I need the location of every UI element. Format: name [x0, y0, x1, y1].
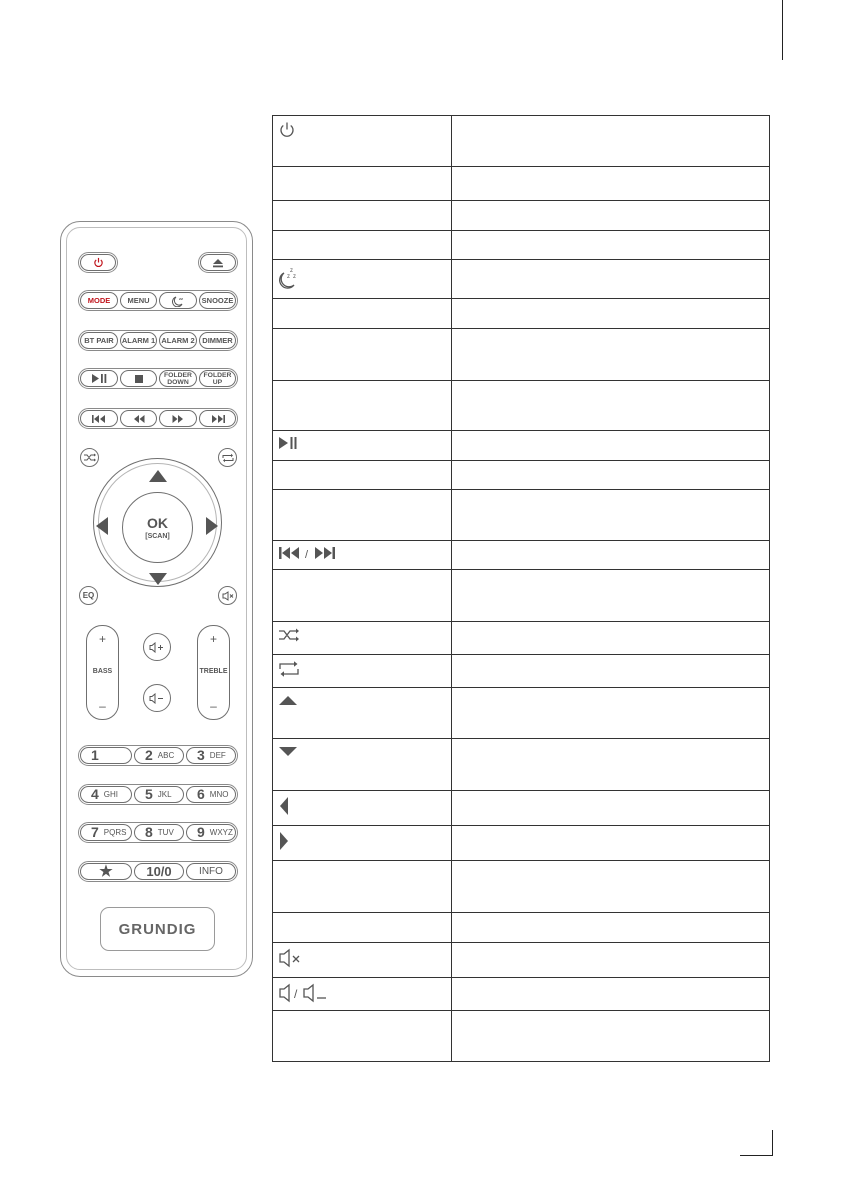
shuffle-icon [84, 453, 96, 462]
table-cell-desc [452, 167, 770, 201]
table-cell-key [273, 167, 452, 201]
table-cell-key [273, 201, 452, 231]
table-cell-desc [452, 541, 770, 570]
key-2-num: 2 [145, 746, 153, 763]
arrow-down-icon [278, 744, 298, 758]
fast-forward-icon [172, 415, 184, 423]
table-cell-key [273, 490, 452, 541]
table-row [273, 329, 770, 381]
volume-down-icon [149, 693, 165, 704]
table-cell-desc [452, 791, 770, 826]
key-5-letters: JKL [157, 789, 172, 799]
key-9-num: 9 [197, 823, 205, 840]
table-row [273, 381, 770, 431]
star-button[interactable] [80, 863, 132, 880]
repeat-icon [222, 453, 234, 463]
sleep-icon [171, 295, 185, 307]
sleep-icon [278, 265, 300, 289]
svg-text:z: z [293, 274, 296, 280]
table-cell-key [273, 431, 452, 461]
key-6-num: 6 [197, 785, 205, 802]
key-2-letters: ABC [157, 750, 175, 760]
key-1[interactable] [80, 747, 132, 764]
key-6-letters: MNO [209, 789, 229, 799]
power-icon [93, 257, 104, 268]
skip-back-forward-icons [278, 546, 356, 560]
table-cell-desc [452, 739, 770, 791]
shuffle-button[interactable] [80, 448, 99, 467]
arrow-left-icon[interactable] [96, 517, 108, 535]
arrow-down-icon[interactable] [149, 573, 167, 585]
repeat-icon [278, 660, 300, 678]
table-cell-desc [452, 570, 770, 622]
skip-back-button[interactable] [80, 410, 118, 427]
table-cell-key [273, 943, 452, 978]
arrow-up-icon [278, 693, 298, 707]
bass-plus: + [98, 632, 106, 646]
table-row [273, 739, 770, 791]
volume-up-icon [149, 642, 165, 653]
crop-mark-top [782, 0, 783, 60]
table-row [273, 622, 770, 655]
page-corner-mark-h [740, 1155, 773, 1156]
volume-up-down-icons [278, 983, 348, 1003]
table-cell-desc [452, 490, 770, 541]
table-row [273, 688, 770, 739]
table-cell-desc [452, 329, 770, 381]
skip-forward-button[interactable] [199, 410, 236, 427]
table-cell-desc [452, 1011, 770, 1062]
eject-icon [212, 258, 224, 268]
table-row [273, 943, 770, 978]
alarm2-button[interactable]: ALARM 2 [159, 332, 197, 349]
key-4-num: 4 [91, 785, 99, 802]
table-cell-key [273, 861, 452, 913]
power-icon [278, 121, 296, 139]
table-cell-desc [452, 978, 770, 1011]
power-button[interactable] [80, 254, 116, 271]
stop-icon [135, 375, 143, 383]
dimmer-button[interactable]: DIMMER [199, 332, 236, 349]
arrow-right-icon [278, 831, 290, 851]
table-row [273, 570, 770, 622]
stop-button[interactable] [120, 370, 157, 387]
shuffle-icon [278, 627, 300, 643]
table-cell-desc [452, 861, 770, 913]
table-cell-desc [452, 622, 770, 655]
arrow-right-icon[interactable] [206, 517, 218, 535]
table-row [273, 461, 770, 490]
svg-text:/: / [305, 549, 309, 560]
bass-label: BASS [92, 668, 113, 675]
page-corner-mark-v [772, 1130, 773, 1156]
key-7-letters: PQRS [103, 827, 127, 837]
treble-plus: + [209, 632, 217, 646]
bass-minus: – [99, 699, 106, 713]
play-pause-icon [278, 436, 298, 450]
table-cell-desc [452, 431, 770, 461]
key-9[interactable] [186, 824, 236, 841]
rewind-icon [133, 415, 145, 423]
key-7[interactable] [80, 824, 132, 841]
repeat-button[interactable] [218, 448, 237, 467]
mute-button[interactable] [218, 586, 237, 605]
table-row [273, 791, 770, 826]
table-row [273, 116, 770, 167]
table-cell-key [273, 570, 452, 622]
table-cell-key [273, 299, 452, 329]
volume-up-button[interactable] [143, 633, 171, 661]
folder-down-button[interactable]: FOLDER DOWN [159, 370, 197, 387]
table-cell-key [273, 688, 452, 739]
brand-logo-plate [100, 907, 215, 951]
table-cell-key [273, 655, 452, 688]
table-cell-desc [452, 688, 770, 739]
table-cell-desc [452, 461, 770, 490]
key-9-letters: WXYZ [209, 827, 233, 837]
table-cell-key [273, 116, 452, 167]
button-reference-table [272, 115, 770, 1062]
table-cell-desc [452, 826, 770, 861]
table-row [273, 299, 770, 329]
svg-text:z: z [290, 268, 293, 274]
table-cell-desc [452, 943, 770, 978]
table-row [273, 913, 770, 943]
rewind-button[interactable] [120, 410, 157, 427]
treble-label: TREBLE [199, 668, 228, 675]
key-2[interactable] [134, 747, 184, 764]
table-row [273, 431, 770, 461]
table-cell-key [273, 913, 452, 943]
table-row [273, 201, 770, 231]
table-cell-desc [452, 260, 770, 299]
table-cell-desc [452, 655, 770, 688]
scan-label: [SCAN] [145, 532, 170, 540]
table-cell-key [273, 826, 452, 861]
key-3-num: 3 [197, 746, 205, 763]
table-row [273, 978, 770, 1011]
key-8-num: 8 [145, 823, 153, 840]
snooze-button[interactable]: SNOOZE [199, 292, 236, 309]
table-cell-desc [452, 231, 770, 260]
skip-forward-icon [211, 415, 225, 423]
sleep-button[interactable] [159, 292, 197, 309]
table-row [273, 260, 770, 299]
table-cell-key [273, 461, 452, 490]
table-cell-key [273, 260, 452, 299]
star-icon: ★ [99, 862, 113, 880]
svg-text:z: z [287, 274, 290, 280]
volume-down-button[interactable] [143, 684, 171, 712]
ok-label: OK [147, 514, 168, 531]
svg-text:zz: zz [179, 295, 183, 301]
key-3[interactable] [186, 747, 236, 764]
key-5[interactable] [134, 786, 184, 803]
table-row [273, 231, 770, 260]
info-button[interactable]: INFO [186, 863, 236, 880]
mute-icon [222, 591, 234, 601]
table-cell-key [273, 622, 452, 655]
eject-button[interactable] [200, 254, 236, 271]
table-row [273, 490, 770, 541]
table-cell-key [273, 231, 452, 260]
folder-up-button[interactable]: FOLDER UP [199, 370, 236, 387]
table-cell-key [273, 791, 452, 826]
table-cell-desc [452, 299, 770, 329]
table-cell-key [273, 1011, 452, 1062]
table-row [273, 826, 770, 861]
table-cell-desc [452, 201, 770, 231]
play-pause-icon [91, 374, 107, 383]
arrow-up-icon[interactable] [149, 470, 167, 482]
key-4-letters: GHI [103, 789, 119, 799]
table-cell-key [273, 978, 452, 1011]
table-row [273, 167, 770, 201]
key-7-num: 7 [91, 823, 99, 840]
key-10-0[interactable]: 10/0 [134, 863, 184, 880]
treble-minus: – [210, 699, 217, 713]
fast-forward-button[interactable] [159, 410, 197, 427]
menu-button[interactable]: MENU [120, 292, 157, 309]
table-row [273, 1011, 770, 1062]
key-8-letters: TUV [157, 827, 174, 837]
alarm1-button[interactable]: ALARM 1 [120, 332, 157, 349]
table-cell-key [273, 541, 452, 570]
mute-icon [278, 948, 304, 968]
svg-text:/: / [294, 987, 298, 1001]
brand-logo: GRUNDIG [118, 920, 197, 938]
table-cell-key [273, 329, 452, 381]
ok-scan-button[interactable] [122, 492, 193, 563]
skip-back-icon [92, 415, 106, 423]
table-row [273, 861, 770, 913]
eq-button[interactable]: EQ [79, 586, 98, 605]
table-row [273, 655, 770, 688]
mode-button[interactable]: MODE [80, 292, 118, 309]
table-cell-desc [452, 381, 770, 431]
table-cell-desc [452, 116, 770, 167]
key-3-letters: DEF [209, 750, 226, 760]
bass-rocker[interactable] [86, 625, 119, 720]
table-cell-key [273, 739, 452, 791]
table-cell-desc [452, 913, 770, 943]
bt-pair-button[interactable]: BT PAIR [80, 332, 118, 349]
play-pause-button[interactable] [80, 370, 118, 387]
key-4[interactable] [80, 786, 132, 803]
key-1-num: 1 [91, 746, 99, 763]
table-row [273, 541, 770, 570]
arrow-left-icon [278, 796, 290, 816]
key-5-num: 5 [145, 785, 153, 802]
key-6[interactable] [186, 786, 236, 803]
treble-rocker[interactable] [197, 625, 230, 720]
table-cell-key [273, 381, 452, 431]
key-8[interactable] [134, 824, 184, 841]
